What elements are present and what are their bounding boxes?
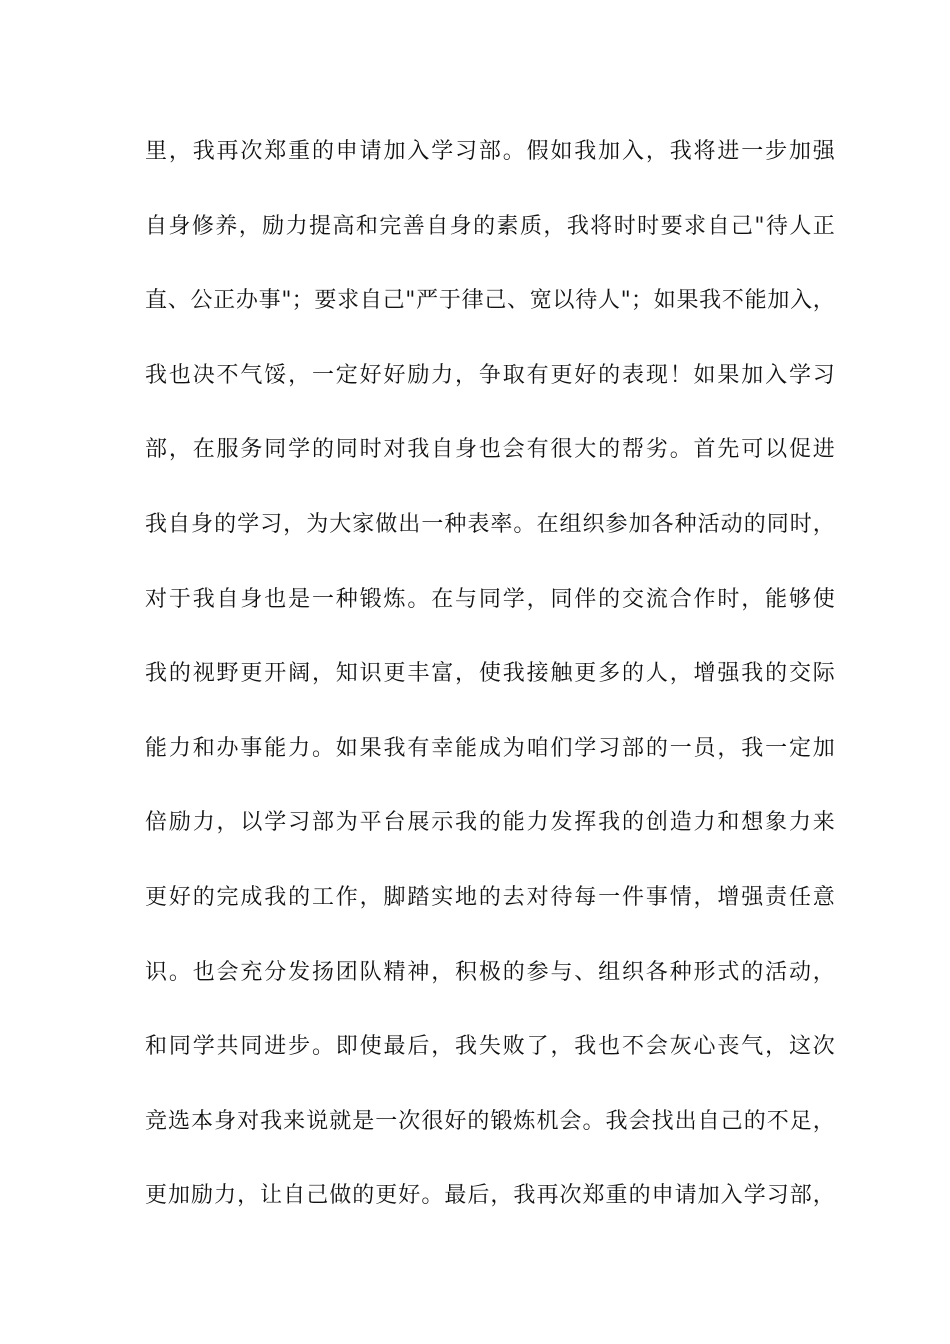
text-line: 更好的完成我的工作，脚踏实地的去对待每一件事情，增强责任意 [145,884,835,910]
body-text [145,132,835,1251]
text-line: 和同学共同进步。即使最后，我失败了，我也不会灰心丧气，这次 [145,1034,835,1060]
text-line: 竞选本身对我来说就是一次很好的锻炼机会。我会找出自己的不足， [145,1108,835,1134]
text-line: 我的视野更开阔，知识更丰富，使我接触更多的人，增强我的交际 [145,661,835,687]
text-line: 部，在服务同学的同时对我自身也会有很大的帮劣。首先可以促进 [145,437,835,463]
text-line: 更加励力，让自己做的更好。最后，我再次郑重的申请加入学习部， [145,1183,835,1209]
text-line: 识。也会充分发扬团队精神，积极的参与、组织各种形式的活动， [145,959,835,985]
text-line: 里，我再次郑重的申请加入学习部。假如我加入，我将进一步加强 [145,139,835,164]
text-line: 直、公正办事"；要求自己"严于律己、宽以待人"；如果我不能加入， [145,288,835,314]
text-line: 我也决不气馁，一定好好励力，争取有更好的表现！如果加入学习 [145,362,835,388]
text-line: 我自身的学习，为大家做出一种表率。在组织参加各种活动的同时， [145,511,835,537]
text-line: 能力和办事能力。如果我有幸能成为咱们学习部的一员，我一定加 [145,735,835,761]
text-line: 对于我自身也是一种锻炼。在与同学，同伴的交流合作时，能够使 [145,586,835,612]
text-line: 倍励力，以学习部为平台展示我的能力发挥我的创造力和想象力来 [145,810,835,836]
text-line: 自身修养，励力提高和完善自身的素质，我将时时要求自己"待人正 [145,213,835,239]
